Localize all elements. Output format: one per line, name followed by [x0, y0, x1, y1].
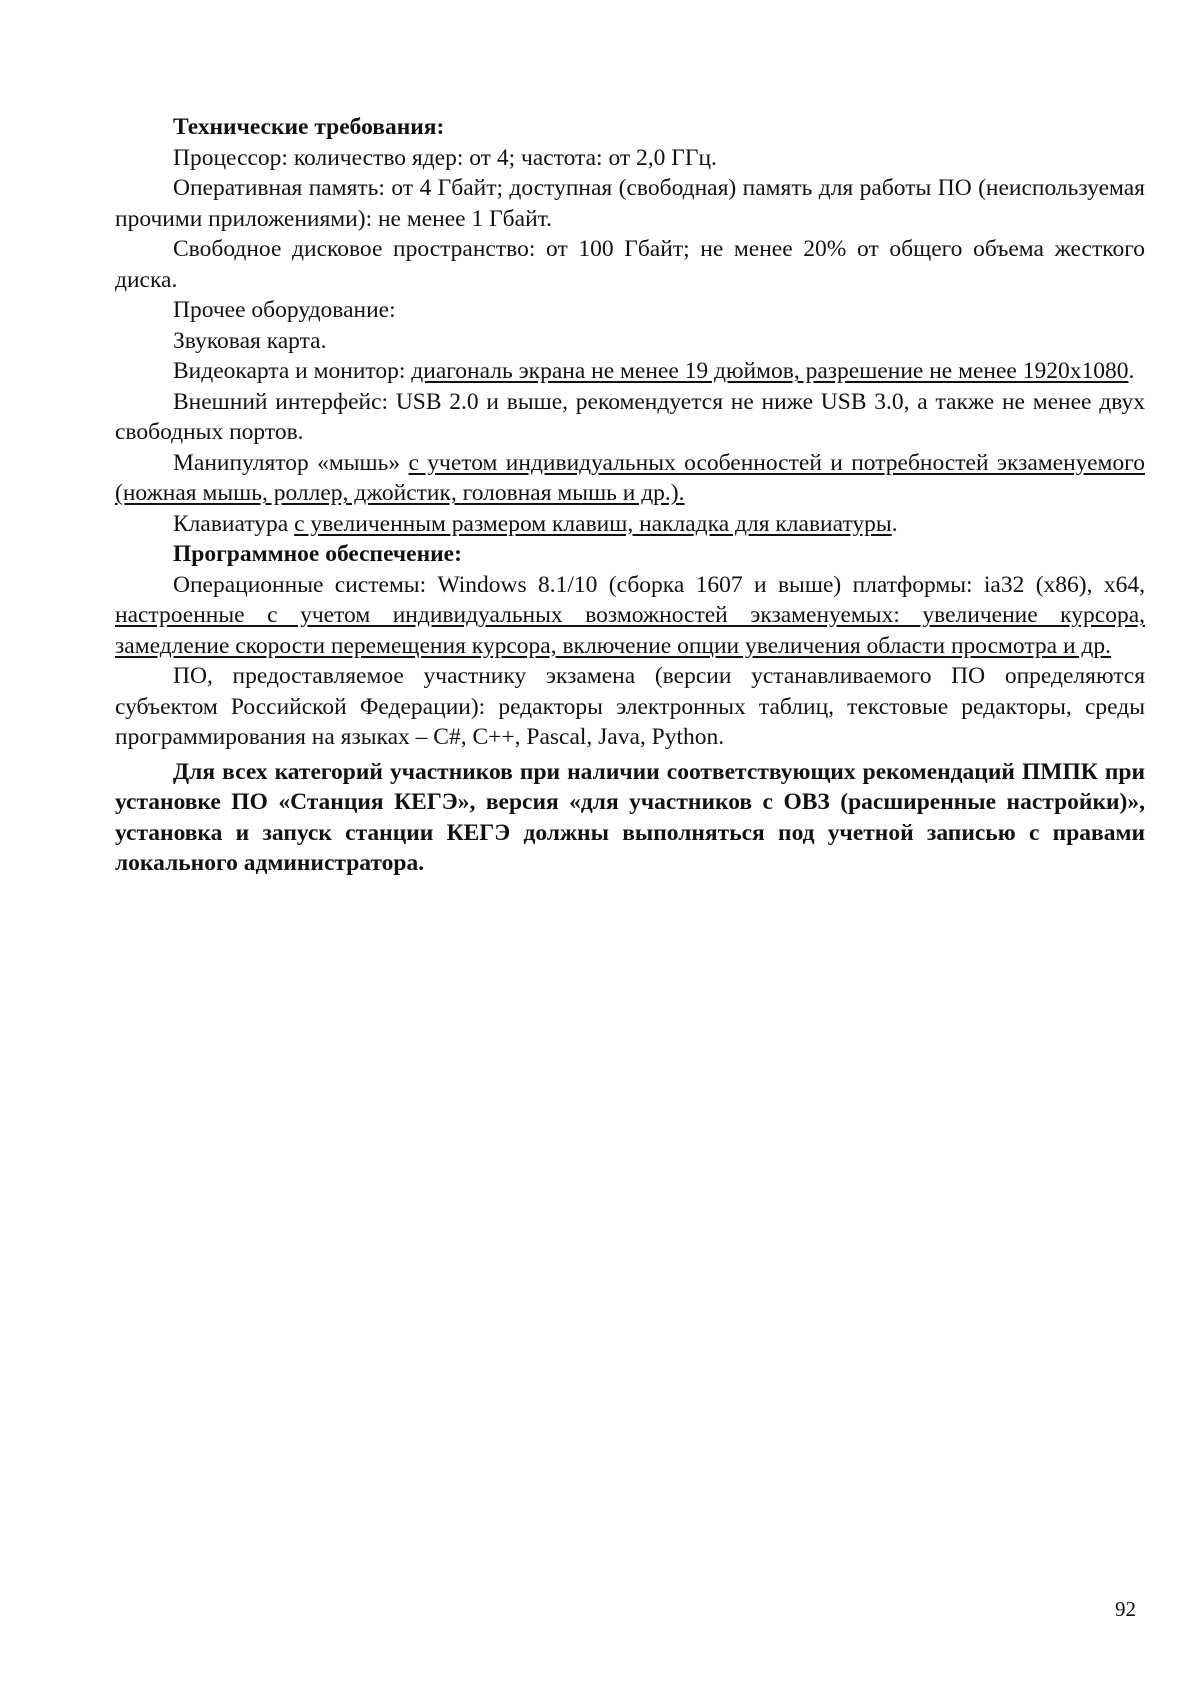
software-list: ПО, предоставляемое участнику экзамена (версии устанавливаемого ПО определяются субъектом Российской Федерации): редакторы электронных таблиц, текстовые редакторы, среды программирования на языках – C#, C++, Pascal, Java, Python. [115, 663, 1145, 750]
software-heading: Программное обеспечение: [173, 541, 462, 567]
keyboard-prefix: Клавиатура [173, 510, 295, 537]
keyboard-suffix: . [891, 510, 898, 537]
other-equipment-label: Прочее оборудование: [173, 297, 396, 323]
video-prefix: Видеокарта и монитор: [173, 358, 412, 384]
ram-requirement: Оперативная память: от 4 Гбайт; доступная (свободная) память для работы ПО (неиспользуемая прочими приложениями): не менее 1 Гбайт. [115, 175, 1145, 232]
tech-requirements-heading: Технические требования: [173, 114, 445, 140]
os-underlined: настроенные с учетом индивидуальных возможностей экзаменуемых: увеличение курсора, замедление скорости перемещения курсора, включение опции увеличения области просмотра и др. [115, 602, 1145, 659]
page-number: 92 [1115, 1597, 1136, 1621]
usb-requirement: Внешний интерфейс: USB 2.0 и выше, рекомендуется не ниже USB 3.0, а также не менее двух свободных портов. [115, 388, 1145, 445]
keyboard-underlined: с увеличенным размером клавиш, накладка для клавиатуры [294, 510, 892, 537]
os-prefix: Операционные системы: Windows 8.1/10 (сборка 1607 и выше) платформы: ia32 (x86), x64, [173, 571, 1145, 598]
keyboard-requirement [115, 509, 1145, 540]
os-requirement [115, 570, 1145, 662]
disk-requirement: Свободное дисковое пространство: от 100 Гбайт; не менее 20% от общего объема жесткого диска. [115, 236, 1145, 293]
video-suffix: . [1128, 358, 1135, 384]
video-underlined: диагональ экрана не менее 19 дюймов, разрешение не менее 1920х1080 [411, 358, 1129, 384]
video-requirement [115, 356, 1145, 387]
mouse-underlined: с учетом индивидуальных особенностей и потребностей экзаменуемого (ножная мышь, роллер, джойстик, головная мышь и др.). [115, 449, 1145, 506]
mouse-requirement [115, 448, 1145, 509]
processor-requirement: Процессор: количество ядер: от 4; частота: от 2,0 ГГц. [173, 144, 717, 171]
sound-card-requirement: Звуковая карта. [173, 327, 327, 354]
mouse-prefix: Манипулятор «мышь» [173, 449, 409, 476]
document-body [115, 112, 1145, 879]
admin-note: Для всех категорий участников при наличии соответствующих рекомендаций ПМПК при установке ПО «Станция КЕГЭ», версия «для участников с ОВЗ (расширенные настройки)», установка и запуск станции КЕГЭ должны выполняться под учетной записью с правами локального администратора. [115, 758, 1145, 876]
